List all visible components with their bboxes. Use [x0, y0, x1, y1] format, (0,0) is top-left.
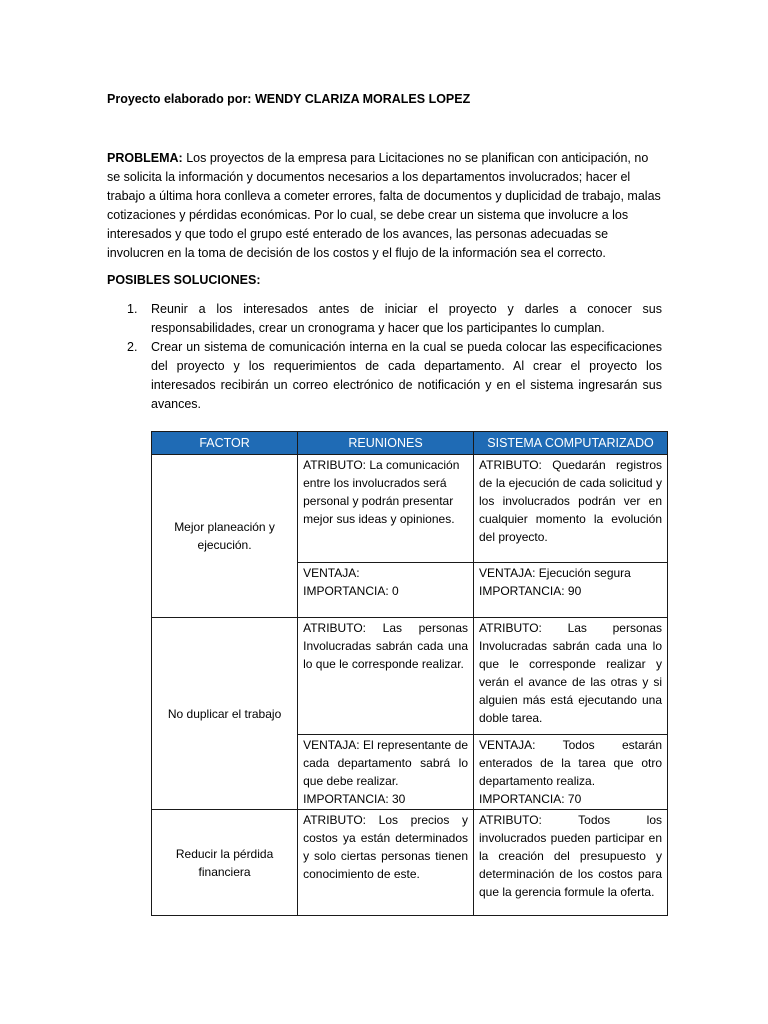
list-item	[107, 338, 662, 414]
importancia-text: IMPORTANCIA: 70	[479, 792, 582, 806]
header-factor: FACTOR	[152, 432, 298, 455]
list-number: 1.	[127, 302, 138, 316]
table-header-row	[152, 432, 668, 455]
ventaja-text: VENTAJA:	[303, 566, 360, 580]
importancia-text: IMPORTANCIA: 0	[303, 584, 399, 598]
sistema-atributo-cell: ATRIBUTO: Todos los involucrados pueden participar en la creación del presupuesto y determinación de los costos para que la gerencia formule la oferta.	[474, 810, 668, 916]
header-sistema: SISTEMA COMPUTARIZADO	[474, 432, 668, 455]
list-text: Reunir a los interesados antes de iniciar el proyecto y darles a conocer sus responsabilidades, crear un cronograma y hacer que los participantes lo cumplan.	[151, 302, 662, 335]
reuniones-atributo-cell: ATRIBUTO: Las personas Involucradas sabrán cada una lo que le corresponde realizar.	[298, 618, 474, 735]
table-row	[152, 810, 668, 916]
table-row	[152, 455, 668, 563]
ventaja-text: VENTAJA: Ejecución segura	[479, 566, 631, 580]
importancia-text: IMPORTANCIA: 90	[479, 584, 582, 598]
problem-paragraph	[107, 149, 662, 263]
reuniones-atributo-cell: ATRIBUTO: Los precios y costos ya están determinados y solo ciertas personas tienen conocimiento de este.	[298, 810, 474, 916]
ventaja-text: VENTAJA: El representante de cada departamento sabrá lo que debe realizar.	[303, 738, 468, 788]
factor-cell: Mejor planeación y ejecución.	[152, 455, 298, 618]
factor-cell: No duplicar el trabajo	[152, 618, 298, 810]
sistema-atributo-cell: ATRIBUTO: Quedarán registros de la ejecución de cada solicitud y los involucrados podrán ver en cualquier momento la evolución del proyecto.	[474, 455, 668, 563]
sistema-atributo-cell: ATRIBUTO: Las personas Involucradas sabrán cada una lo que le corresponde realizar y verán el avance de las otras y si alguien más está ejecutando una doble tarea.	[474, 618, 668, 735]
factor-cell: Reducir la pérdida financiera	[152, 810, 298, 916]
solutions-heading: POSIBLES SOLUCIONES:	[107, 273, 261, 287]
comparison-table	[151, 431, 668, 916]
problem-text: Los proyectos de la empresa para Licitaciones no se planifican con anticipación, no se solicita la información y documentos necesarios a los departamentos involucrados; hacer el trabajo a última hora conlleva a cometer errores, falta de documentos y duplicidad de trabajo, malas cotizaciones y pérdidas económicas. Por lo cual, se debe crear un sistema que involucre a los interesados y que todo el grupo esté enterado de los avances, las personas adecuadas se involucren en la toma de decisión de los costos y el flujo de la información sea el correcto.	[107, 151, 661, 260]
author-line	[107, 92, 470, 106]
ventaja-text: VENTAJA: Todos estarán enterados de la tarea que otro departamento realiza.	[479, 738, 662, 788]
reuniones-ventaja-cell	[298, 735, 474, 810]
author-name: WENDY CLARIZA MORALES LOPEZ	[254, 92, 471, 106]
reuniones-atributo-cell: ATRIBUTO: La comunicación entre los involucrados será personal y podrán presentar mejor sus ideas y opiniones.	[298, 455, 474, 563]
list-number: 2.	[127, 340, 138, 354]
sistema-ventaja-cell	[474, 735, 668, 810]
header-reuniones: REUNIONES	[298, 432, 474, 455]
problem-label: PROBLEMA:	[107, 151, 183, 165]
solutions-list	[107, 300, 662, 414]
author-label: Proyecto elaborado por:	[107, 92, 252, 106]
sistema-ventaja-cell	[474, 563, 668, 618]
reuniones-ventaja-cell	[298, 563, 474, 618]
list-text: Crear un sistema de comunicación interna en la cual se pueda colocar las especificaciones del proyecto y los requerimientos de cada departamento. Al crear el proyecto los interesados recibirán un correo electrónico de notificación y en el sistema ingresarán sus avances.	[151, 340, 662, 411]
table-row	[152, 618, 668, 735]
importancia-text: IMPORTANCIA: 30	[303, 792, 406, 806]
list-item	[107, 300, 662, 338]
